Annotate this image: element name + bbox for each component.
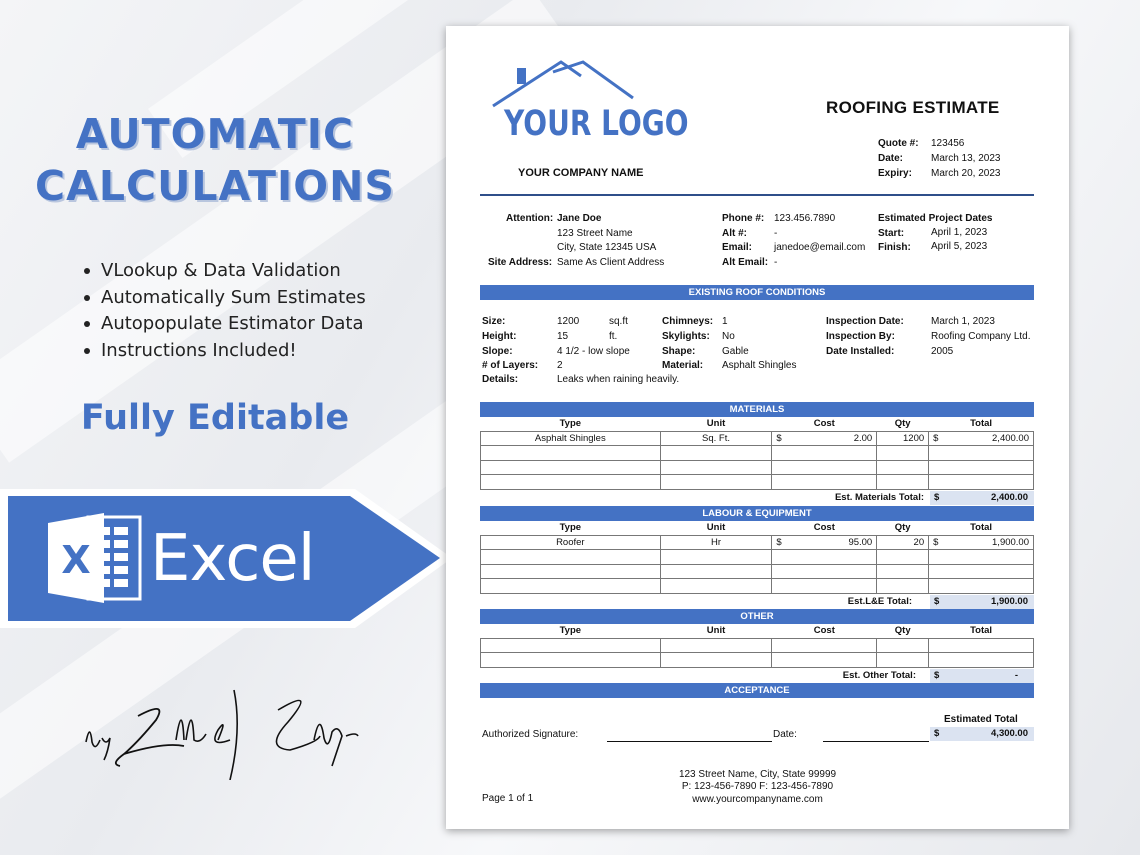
other-total-label: Est. Other Total: <box>842 670 916 681</box>
house-roof-icon <box>491 58 636 108</box>
column-header: Type <box>559 418 582 430</box>
empty-cell[interactable] <box>660 564 772 579</box>
currency-symbol: $ <box>933 432 939 444</box>
email-label: Email: <box>722 242 753 253</box>
estimated-total-value: 4,300.00 <box>991 728 1028 739</box>
start-date: April 1, 2023 <box>931 227 988 238</box>
empty-cell[interactable] <box>772 446 877 461</box>
empty-cell[interactable] <box>877 475 929 490</box>
empty-cell[interactable] <box>481 550 661 565</box>
feature-item: Automatically Sum Estimates <box>84 285 366 312</box>
phone-value: 123.456.7890 <box>774 213 836 224</box>
empty-cell[interactable] <box>877 638 929 653</box>
site-address-label: Site Address: <box>488 257 553 268</box>
quote-date: March 13, 2023 <box>931 153 1001 164</box>
site-address: Same As Client Address <box>557 257 665 268</box>
inspection-date-label: Inspection Date: <box>826 316 904 327</box>
materials-total-value: 2,400.00 <box>991 492 1028 503</box>
existing-roof-header: EXISTING ROOF CONDITIONS <box>480 285 1034 300</box>
date-installed-value: 2005 <box>931 346 954 357</box>
cell-total <box>929 431 1034 446</box>
empty-cell <box>929 475 1034 490</box>
empty-cell[interactable] <box>772 564 877 579</box>
cell-unit[interactable]: Sq. Ft. <box>660 431 772 446</box>
empty-cell[interactable] <box>660 460 772 475</box>
alt-phone-value: - <box>774 228 778 239</box>
height-label: Height: <box>482 331 517 342</box>
chimneys-label: Chimneys: <box>662 316 714 327</box>
empty-cell[interactable] <box>877 460 929 475</box>
empty-cell[interactable] <box>772 653 877 668</box>
acceptance-header: ACCEPTANCE <box>480 683 1034 698</box>
cell-cost[interactable] <box>772 535 877 550</box>
column-header: Type <box>559 625 582 637</box>
layers-value: 2 <box>557 360 563 371</box>
column-header: Qty <box>894 418 911 430</box>
other-table <box>480 624 1034 668</box>
attention-label: Attention: <box>506 213 554 224</box>
empty-cell <box>929 653 1034 668</box>
slope-value: 4 1/2 - low slope <box>557 346 630 357</box>
project-dates-title: Estimated Project Dates <box>878 213 993 224</box>
alt-phone-label: Alt #: <box>722 228 747 239</box>
authorized-signature-label: Authorized Signature: <box>482 729 579 740</box>
column-header: Unit <box>706 625 726 637</box>
column-header: Cost <box>813 625 835 637</box>
cell-type[interactable]: Roofer <box>481 535 661 550</box>
layers-label: # of Layers: <box>482 360 539 371</box>
empty-cell <box>929 460 1034 475</box>
table-row <box>481 550 1034 565</box>
other-total-box <box>930 669 1034 683</box>
size-value: 1200 <box>557 316 580 327</box>
empty-cell[interactable] <box>772 460 877 475</box>
material-label: Material: <box>662 360 704 371</box>
material-value: Asphalt Shingles <box>722 360 797 371</box>
signature-line[interactable] <box>607 741 772 742</box>
table-row <box>481 460 1034 475</box>
materials-total-box <box>930 491 1034 505</box>
quote-expiry: March 20, 2023 <box>931 168 1001 179</box>
empty-cell[interactable] <box>877 446 929 461</box>
table-row <box>481 431 1034 446</box>
empty-cell[interactable] <box>481 564 661 579</box>
materials-header: MATERIALS <box>480 402 1034 417</box>
details-value: Leaks when raining heavily. <box>557 374 680 385</box>
empty-cell <box>929 638 1034 653</box>
column-header: Cost <box>813 418 835 430</box>
empty-cell[interactable] <box>772 550 877 565</box>
alt-email-value: - <box>774 257 778 268</box>
excel-icon-letter: X <box>61 538 91 582</box>
column-header: Unit <box>706 522 726 534</box>
empty-cell[interactable] <box>481 446 661 461</box>
empty-cell[interactable] <box>660 475 772 490</box>
empty-cell[interactable] <box>877 653 929 668</box>
client-city: City, State 12345 USA <box>557 242 657 253</box>
document-title: ROOFING ESTIMATE <box>826 98 1000 117</box>
column-header: Total <box>970 522 993 534</box>
cell-cost[interactable] <box>772 431 877 446</box>
cell-total <box>929 535 1034 550</box>
slope-label: Slope: <box>482 346 513 357</box>
feature-item: Instructions Included! <box>84 338 366 365</box>
signature-logo <box>78 680 368 780</box>
quote-date-label: Date: <box>878 153 904 164</box>
column-header: Type <box>559 522 582 534</box>
empty-cell <box>929 564 1034 579</box>
currency-symbol: $ <box>934 492 940 503</box>
fully-editable-heading: Fully Editable <box>80 398 350 438</box>
feature-item: Autopopulate Estimator Data <box>84 311 366 338</box>
finish-date: April 5, 2023 <box>931 241 988 252</box>
materials-table <box>480 417 1034 490</box>
signature-date-label: Date: <box>773 729 797 740</box>
column-header: Unit <box>706 418 726 430</box>
finish-label: Finish: <box>878 242 911 253</box>
cell-qty[interactable]: 20 <box>877 535 929 550</box>
table-row <box>481 638 1034 653</box>
empty-cell[interactable] <box>877 579 929 594</box>
shape-label: Shape: <box>662 346 696 357</box>
labour-total-value: 1,900.00 <box>991 596 1028 607</box>
empty-cell[interactable] <box>660 550 772 565</box>
headline-automatic: AUTOMATIC <box>75 110 355 158</box>
height-value: 15 <box>557 331 569 342</box>
estimate-document <box>446 26 1069 829</box>
labour-header: LABOUR & EQUIPMENT <box>480 506 1034 521</box>
total-value: 1,900.00 <box>992 536 1029 548</box>
other-header: OTHER <box>480 609 1034 624</box>
labour-table <box>480 521 1034 594</box>
empty-cell[interactable] <box>772 475 877 490</box>
empty-cell[interactable] <box>660 653 772 668</box>
column-header: Cost <box>813 522 835 534</box>
empty-cell[interactable] <box>660 579 772 594</box>
inspection-by-label: Inspection By: <box>826 331 895 342</box>
cell-type[interactable]: Asphalt Shingles <box>481 431 661 446</box>
date-line[interactable] <box>823 741 929 742</box>
footer-address: 123 Street Name, City, State 99999 <box>678 769 837 780</box>
materials-total-label: Est. Materials Total: <box>834 492 924 503</box>
column-header: Qty <box>894 522 911 534</box>
currency-symbol: $ <box>934 596 940 607</box>
phone-label: Phone #: <box>722 213 765 224</box>
skylights-label: Skylights: <box>662 331 710 342</box>
cell-unit[interactable]: Hr <box>660 535 772 550</box>
currency-symbol: $ <box>933 536 939 548</box>
feature-item: VLookup & Data Validation <box>84 258 366 285</box>
page-number: Page 1 of 1 <box>482 793 534 804</box>
table-row <box>481 535 1034 550</box>
empty-cell <box>929 579 1034 594</box>
estimated-total-box <box>930 727 1034 741</box>
empty-cell[interactable] <box>481 475 661 490</box>
table-row <box>481 475 1034 490</box>
total-value: 2,400.00 <box>992 432 1029 444</box>
excel-label: Excel <box>150 522 315 596</box>
empty-cell[interactable] <box>772 579 877 594</box>
empty-cell[interactable] <box>481 653 661 668</box>
estimated-total-label: Estimated Total <box>944 714 1018 725</box>
column-header: Qty <box>894 625 911 637</box>
currency-symbol: $ <box>934 728 940 739</box>
start-label: Start: <box>878 228 905 239</box>
inspection-by-value: Roofing Company Ltd. <box>931 331 1031 342</box>
email-value: janedoe@email.com <box>774 242 866 253</box>
column-header: Total <box>970 418 993 430</box>
headline-calculations: CALCULATIONS <box>35 162 395 210</box>
cell-qty[interactable]: 1200 <box>877 431 929 446</box>
empty-cell[interactable] <box>660 446 772 461</box>
empty-cell[interactable] <box>481 460 661 475</box>
cost-value: 2.00 <box>853 432 873 444</box>
column-header: Total <box>970 625 993 637</box>
skylights-value: No <box>722 331 735 342</box>
empty-cell[interactable] <box>772 638 877 653</box>
quote-expiry-label: Expiry: <box>878 168 912 179</box>
other-total-value: - <box>1014 670 1018 681</box>
height-unit: ft. <box>609 331 618 342</box>
empty-cell[interactable] <box>877 564 929 579</box>
currency-symbol: $ <box>776 432 782 444</box>
header-divider <box>480 194 1034 196</box>
logo-text: YOUR LOGO <box>504 104 689 144</box>
empty-cell[interactable] <box>481 579 661 594</box>
empty-cell[interactable] <box>481 638 661 653</box>
date-installed-label: Date Installed: <box>826 346 895 357</box>
currency-symbol: $ <box>776 536 782 548</box>
footer-phone: P: 123-456-7890 F: 123-456-7890 <box>681 781 834 792</box>
cost-value: 95.00 <box>848 536 873 548</box>
size-unit: sq.ft <box>609 316 628 327</box>
footer-website: www.yourcompanyname.com <box>692 794 823 805</box>
quote-number: 123456 <box>931 138 965 149</box>
labour-total-label: Est.L&E Total: <box>847 596 912 607</box>
attention-name: Jane Doe <box>557 213 602 224</box>
client-street: 123 Street Name <box>557 228 633 239</box>
empty-cell[interactable] <box>660 638 772 653</box>
alt-email-label: Alt Email: <box>722 257 769 268</box>
empty-cell <box>929 446 1034 461</box>
table-row <box>481 446 1034 461</box>
size-label: Size: <box>482 316 506 327</box>
empty-cell[interactable] <box>877 550 929 565</box>
chimneys-value: 1 <box>722 316 728 327</box>
table-row <box>481 564 1034 579</box>
inspection-date-value: March 1, 2023 <box>931 316 995 327</box>
empty-cell <box>929 550 1034 565</box>
labour-total-box <box>930 595 1034 609</box>
currency-symbol: $ <box>934 670 940 681</box>
table-row <box>481 579 1034 594</box>
quote-number-label: Quote #: <box>878 138 919 149</box>
details-label: Details: <box>482 374 519 385</box>
company-name: YOUR COMPANY NAME <box>518 167 644 179</box>
shape-value: Gable <box>722 346 749 357</box>
feature-list <box>84 258 366 364</box>
table-row <box>481 653 1034 668</box>
